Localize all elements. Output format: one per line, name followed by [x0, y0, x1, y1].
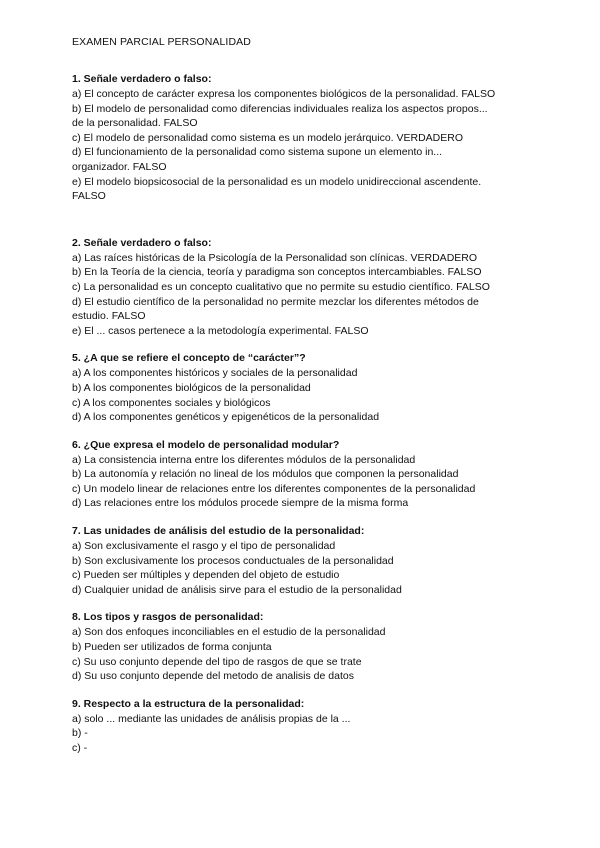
question-title: 8. Los tipos y rasgos de personalidad:: [72, 611, 264, 624]
question-title: 5. ¿A que se refiere el concepto de “carácter”?: [72, 352, 306, 365]
question-title: 1. Señale verdadero o falso:: [72, 73, 212, 85]
question-1: [72, 72, 542, 204]
answer-option: d) Su uso conjunto depende del metodo de analisis de datos: [72, 670, 354, 683]
question-line: d) El estudio científico de la personalidad no permite mezclar los diferentes métodos de: [72, 295, 479, 308]
answer-option: b) -: [72, 727, 88, 740]
question-line: FALSO: [72, 190, 106, 203]
answer-option: a) solo ... mediante las unidades de análisis propias de la ...: [72, 712, 351, 725]
question-line: e) El modelo biopsicosocial de la personalidad es un modelo unidireccional ascendente.: [72, 175, 482, 188]
question-title: 6. ¿Que expresa el modelo de personalidad modular?: [72, 438, 340, 451]
question-8: [72, 610, 542, 683]
question-line: b) En la Teoría de la ciencia, teoría y paradigma son conceptos intercambiables. FALSO: [72, 266, 482, 279]
question-title: 7. Las unidades de análisis del estudio de la personalidad:: [72, 525, 365, 538]
question-line: organizador. FALSO: [72, 160, 167, 173]
question-2: [72, 236, 542, 339]
question-line: e) El ... casos pertenece a la metodología experimental. FALSO: [72, 324, 369, 337]
document-page: [72, 36, 542, 769]
question-7: [72, 524, 542, 597]
question-line: d) El funcionamiento de la personalidad como sistema supone un elemento in...: [72, 146, 443, 159]
answer-option: a) La consistencia interna entre los diferentes módulos de la personalidad: [72, 453, 416, 466]
question-9: [72, 697, 542, 756]
answer-option: a) Son dos enfoques inconciliables en el estudio de la personalidad: [72, 626, 386, 639]
question-title: 9. Respecto a la estructura de la personalidad:: [72, 697, 305, 710]
answer-option: b) Son exclusivamente los procesos conductuales de la personalidad: [72, 554, 394, 567]
answer-option: d) A los componentes genéticos y epigenéticos de la personalidad: [72, 411, 380, 424]
question-line: c) La personalidad es un concepto cualitativo que no permite su estudio científico. FALSO: [72, 280, 490, 293]
question-line: de la personalidad. FALSO: [72, 117, 198, 130]
question-title: 2. Señale verdadero o falso:: [72, 236, 212, 249]
question-line: a) Las raíces históricas de la Psicología de la Personalidad son clínicas. VERDADERO: [72, 251, 478, 264]
question-line: c) El modelo de personalidad como sistema es un modelo jerárquico. VERDADERO: [72, 131, 464, 144]
question-line: b) El modelo de personalidad como diferencias individuales realiza los aspectos propos...: [72, 102, 488, 115]
question-line: a) El concepto de carácter expresa los componentes biológicos de la personalidad. FALSO: [72, 88, 496, 100]
question-line: estudio. FALSO: [72, 310, 146, 323]
answer-option: a) Son exclusivamente el rasgo y el tipo de personalidad: [72, 540, 336, 553]
answer-option: c) -: [72, 742, 88, 754]
question-5: [72, 351, 542, 424]
answer-option: b) A los componentes biológicos de la personalidad: [72, 381, 311, 394]
question-6: [72, 438, 542, 511]
answer-option: b) La autonomía y relación no lineal de los módulos que componen la personalidad: [72, 468, 459, 481]
answer-option: c) Su uso conjunto depende del tipo de rasgos de que se trate: [72, 655, 362, 668]
page-title: EXAMEN PARCIAL PERSONALIDAD: [72, 36, 251, 48]
answer-option: d) Cualquier unidad de análisis sirve para el estudio de la personalidad: [72, 583, 402, 596]
answer-option: c) A los componentes sociales y biológicos: [72, 396, 271, 409]
answer-option: c) Pueden ser múltiples y dependen del objeto de estudio: [72, 569, 340, 582]
answer-option: d) Las relaciones entre los módulos procede siempre de la misma forma: [72, 497, 409, 510]
answer-option: b) Pueden ser utilizados de forma conjunta: [72, 641, 272, 654]
answer-option: c) Un modelo linear de relaciones entre los diferentes componentes de la personalidad: [72, 482, 476, 495]
answer-option: a) A los componentes históricos y sociales de la personalidad: [72, 367, 358, 380]
